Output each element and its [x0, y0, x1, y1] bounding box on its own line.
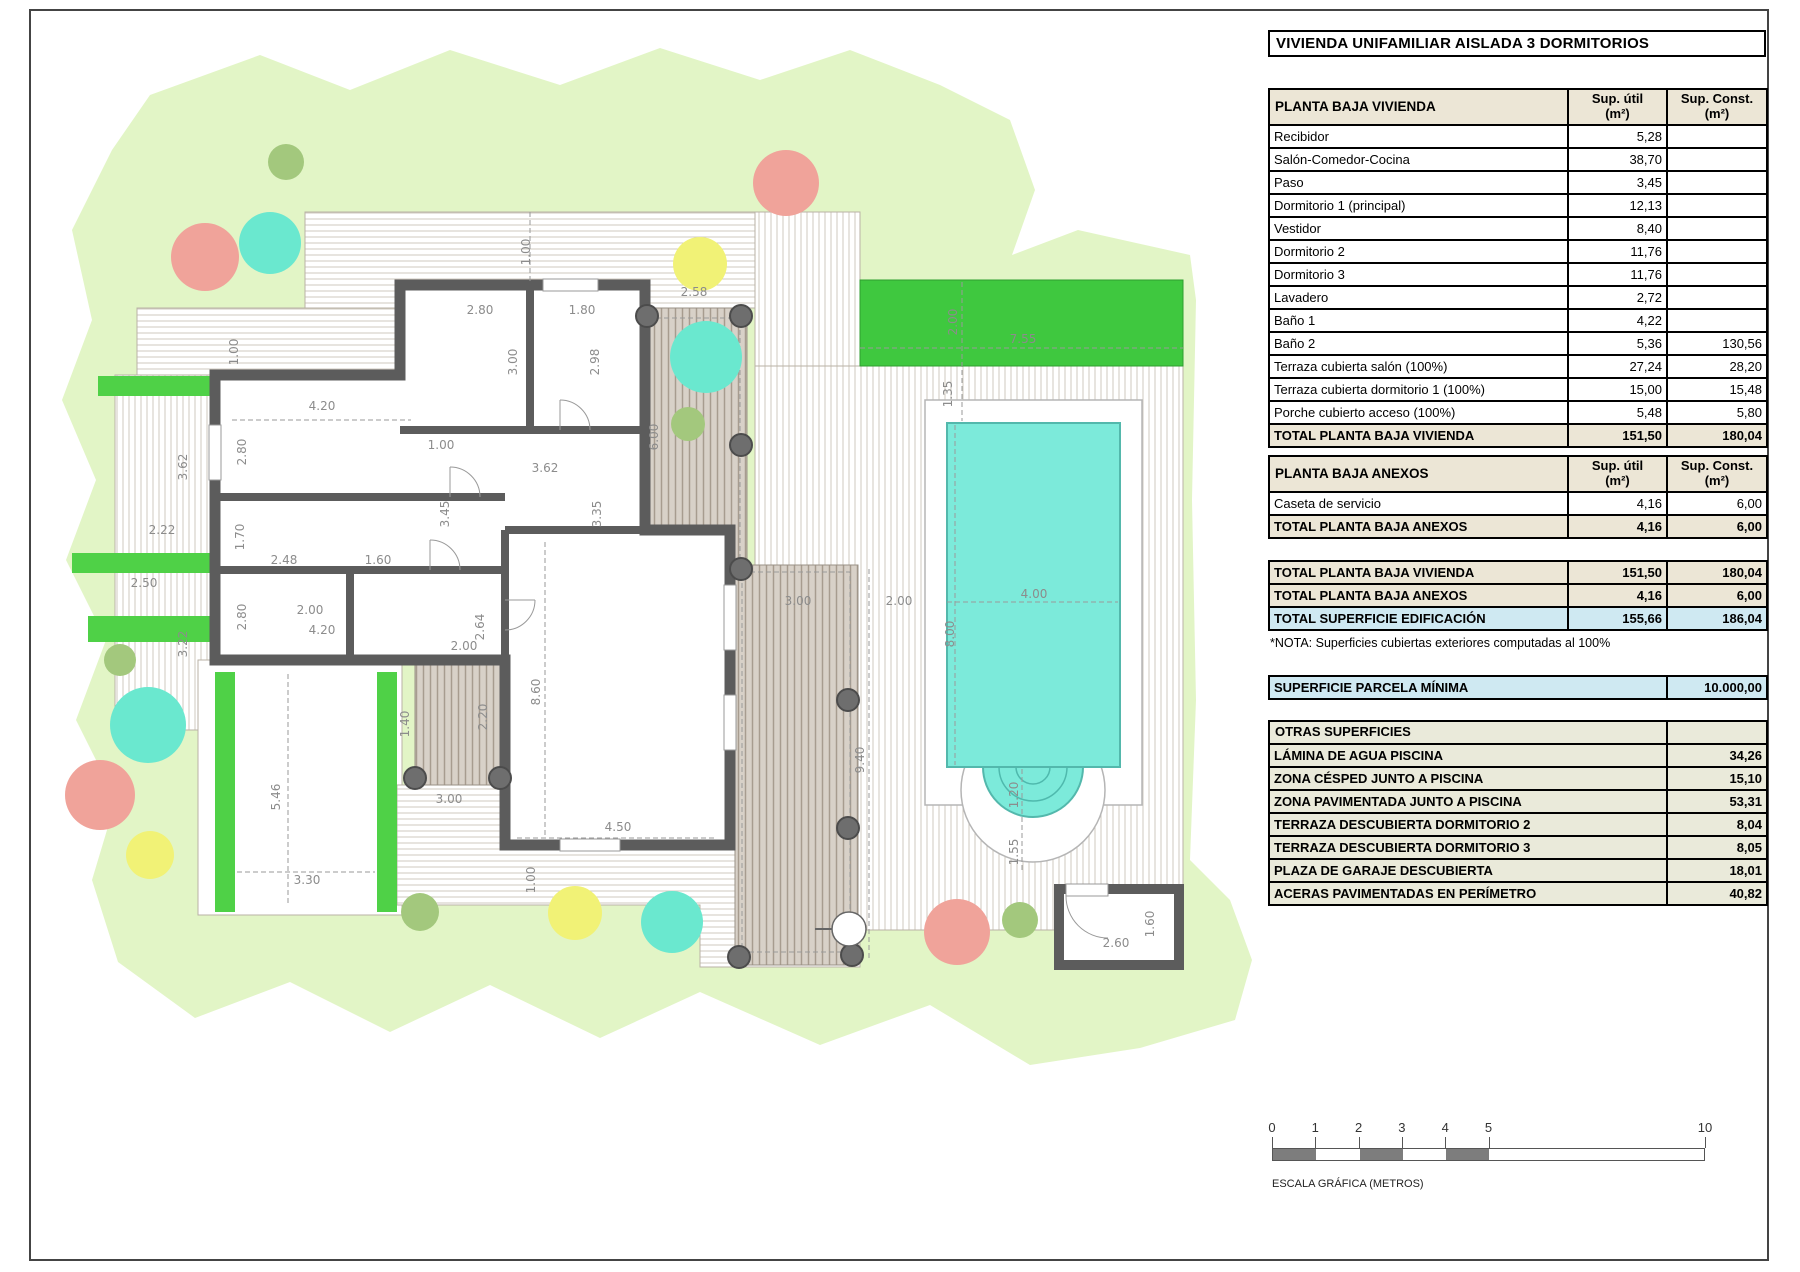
pergola-strip-2	[72, 553, 215, 573]
scale-filled-segment	[1446, 1149, 1489, 1160]
dimension-label: 1.00	[227, 338, 241, 366]
dimension-label: 2.80	[466, 303, 494, 317]
tree-teal	[641, 891, 703, 953]
table-row	[1269, 217, 1767, 240]
table-cell: 4,22	[1568, 309, 1667, 332]
table-cell: Dormitorio 3	[1269, 263, 1568, 286]
scale-tick-label: 0	[1268, 1120, 1276, 1135]
dimension-label: 2.22	[148, 523, 176, 537]
dimension-label: 4.20	[308, 399, 336, 413]
service-hut	[1054, 884, 1184, 970]
table-row	[1269, 561, 1767, 584]
tree-salmon	[924, 899, 990, 965]
dimension-label: 9.40	[853, 746, 867, 774]
dimension-label: 2.80	[235, 438, 249, 466]
tree-olive	[401, 893, 439, 931]
dimension-label: 8.60	[529, 678, 543, 706]
table-cell: 15,10	[1667, 767, 1767, 790]
table-row	[1269, 240, 1767, 263]
scale-bar	[1268, 1120, 1713, 1200]
table-cell: Salón-Comedor-Cocina	[1269, 148, 1568, 171]
table-cell: Dormitorio 1 (principal)	[1269, 194, 1568, 217]
table-row: SUPERFICIE PARCELA MÍNIMA 10.000,00	[1269, 676, 1767, 699]
table-row	[1269, 584, 1767, 607]
table-cell: 38,70	[1568, 148, 1667, 171]
table-cell: Baño 1	[1269, 309, 1568, 332]
table-cell: TERRAZA DESCUBIERTA DORMITORIO 2	[1269, 813, 1667, 836]
note-text: *NOTA: Superficies cubiertas exteriores computadas al 100%	[1270, 636, 1611, 650]
dimension-label: 3.35	[590, 500, 604, 528]
dimension-label: 2.20	[476, 703, 490, 731]
col-header-sup-const: Sup. Const. (m²)	[1667, 89, 1767, 125]
table-cell: Dormitorio 2	[1269, 240, 1568, 263]
col-header-sup-const: Sup. Const. (m²)	[1667, 456, 1767, 492]
planta-baja-anexos-table	[1268, 455, 1768, 539]
scale-tick-label: 10	[1697, 1120, 1713, 1135]
table-cell	[1667, 309, 1767, 332]
table-cell: 130,56	[1667, 332, 1767, 355]
table-row	[1269, 263, 1767, 286]
table-row	[1269, 401, 1767, 424]
table-cell: 186,04	[1667, 607, 1767, 630]
table-cell: Recibidor	[1269, 125, 1568, 148]
dimension-label: 1.55	[1007, 838, 1021, 866]
scale-tick-line	[1315, 1137, 1316, 1148]
dimension-label: 4.50	[604, 820, 632, 834]
dimension-label: 3.30	[293, 873, 321, 887]
table-cell	[1667, 240, 1767, 263]
dimension-label: 2.60	[1102, 936, 1130, 950]
table-cell: Vestidor	[1269, 217, 1568, 240]
col-header-sup-util: Sup. útil (m²)	[1568, 456, 1667, 492]
table-row	[1269, 332, 1767, 355]
table-row	[1269, 309, 1767, 332]
dimension-label: 1.00	[427, 438, 455, 452]
table-cell	[1667, 171, 1767, 194]
scale-tick-line	[1359, 1137, 1360, 1148]
table-row	[1269, 836, 1767, 859]
garage-green-strip-left	[215, 672, 235, 912]
empty-header-cell	[1667, 721, 1767, 744]
table-cell: 151,50	[1568, 561, 1667, 584]
dimension-label: 5.46	[269, 783, 283, 811]
table-row	[1269, 171, 1767, 194]
pool-grass-strip	[860, 280, 1183, 366]
table-cell: ZONA PAVIMENTADA JUNTO A PISCINA	[1269, 790, 1667, 813]
dimension-label: 2.64	[473, 613, 487, 641]
table-row	[1269, 286, 1767, 309]
table-cell	[1667, 286, 1767, 309]
table-cell: TOTAL SUPERFICIE EDIFICACIÓN	[1269, 607, 1568, 630]
dimension-label: 2.48	[270, 553, 298, 567]
dimension-label: 4.20	[308, 623, 336, 637]
table-cell: 8,40	[1568, 217, 1667, 240]
pergola-strip-3	[88, 616, 215, 642]
tree-salmon	[171, 223, 239, 291]
table-cell: 4,16	[1568, 492, 1667, 515]
dimension-label: 8.00	[943, 620, 957, 648]
table-cell: Porche cubierto acceso (100%)	[1269, 401, 1568, 424]
garage-green-strip-right	[377, 672, 397, 912]
table-row	[1269, 125, 1767, 148]
covered-terrace-salon	[735, 565, 858, 965]
table-cell: PLAZA DE GARAJE DESCUBIERTA	[1269, 859, 1667, 882]
table-cell: 5,48	[1568, 401, 1667, 424]
scale-tick-label: 3	[1398, 1120, 1406, 1135]
table-row	[1269, 767, 1767, 790]
table-cell: Baño 2	[1269, 332, 1568, 355]
dimension-label: 2.00	[450, 639, 478, 653]
table-cell: 28,20	[1667, 355, 1767, 378]
dimension-label: 1.70	[233, 523, 247, 551]
dimension-label: 2.00	[885, 594, 913, 608]
tree-olive	[671, 407, 705, 441]
dimension-label: 3.00	[506, 348, 520, 376]
tree-yellow	[548, 886, 602, 940]
table-cell	[1667, 125, 1767, 148]
table-row	[1269, 148, 1767, 171]
table-cell: LÁMINA DE AGUA PISCINA	[1269, 744, 1667, 767]
table-cell: 3,45	[1568, 171, 1667, 194]
table-row	[1269, 492, 1767, 515]
table-row	[1269, 859, 1767, 882]
walkway-northwest	[137, 308, 400, 375]
total-row: TOTAL PLANTA BAJA ANEXOS 4,16 6,00	[1269, 515, 1767, 538]
scale-filled-segment	[1360, 1149, 1403, 1160]
section-header: PLANTA BAJA VIVIENDA	[1269, 89, 1568, 125]
table-cell: 5,80	[1667, 401, 1767, 424]
table-cell: 2,72	[1568, 286, 1667, 309]
tree-olive	[1002, 902, 1038, 938]
tree-teal	[670, 321, 742, 393]
table-row	[1269, 882, 1767, 905]
dimension-label: 1.35	[941, 380, 955, 408]
col-header-sup-util: Sup. útil (m²)	[1568, 89, 1667, 125]
dimension-label: 1.60	[364, 553, 392, 567]
section-header: OTRAS SUPERFICIES	[1269, 721, 1667, 744]
table-cell: 15,48	[1667, 378, 1767, 401]
table-cell: ACERAS PAVIMENTADAS EN PERÍMETRO	[1269, 882, 1667, 905]
dimension-label: 2.00	[296, 603, 324, 617]
section-header: PLANTA BAJA ANEXOS	[1269, 456, 1568, 492]
dimension-label: 1.00	[519, 238, 533, 266]
dimension-label: 1.40	[398, 710, 412, 738]
table-cell: TOTAL PLANTA BAJA VIVIENDA	[1269, 561, 1568, 584]
dimension-label: 3.00	[435, 792, 463, 806]
tree-yellow	[673, 237, 727, 291]
table-cell: 5,36	[1568, 332, 1667, 355]
total-row: TOTAL PLANTA BAJA VIVIENDA 151,50 180,04	[1269, 424, 1767, 447]
dimension-label: 1.80	[568, 303, 596, 317]
dimension-label: 3.62	[176, 453, 190, 481]
table-cell	[1667, 148, 1767, 171]
table-cell: 6,00	[1667, 584, 1767, 607]
scale-bar-segments	[1272, 1148, 1705, 1161]
table-cell: 34,26	[1667, 744, 1767, 767]
pergola-strip-1	[98, 376, 215, 396]
dimension-label: 1.00	[524, 866, 538, 894]
table-cell: ZONA CÉSPED JUNTO A PISCINA	[1269, 767, 1667, 790]
dimension-label: 2.98	[588, 348, 602, 376]
table-row	[1269, 378, 1767, 401]
scale-tick-line	[1489, 1137, 1490, 1148]
dimension-label: 2.50	[130, 576, 158, 590]
table-cell: 8,05	[1667, 836, 1767, 859]
walkway-northeast	[755, 212, 860, 366]
scale-tick-label: 5	[1484, 1120, 1493, 1135]
tree-olive	[268, 144, 304, 180]
dimension-label: 3.62	[531, 461, 559, 475]
tree-yellow	[126, 831, 174, 879]
table-cell: 18,01	[1667, 859, 1767, 882]
scale-tick-line	[1272, 1137, 1273, 1148]
planta-baja-vivienda-table	[1268, 88, 1768, 448]
scale-tick-label: 4	[1441, 1120, 1449, 1135]
scale-tick-line	[1402, 1137, 1403, 1148]
table-row	[1269, 194, 1767, 217]
scale-tick-line	[1445, 1137, 1446, 1148]
scale-tick-line	[1705, 1137, 1706, 1148]
dimension-label: 6.00	[647, 423, 661, 451]
dimension-label: 2.00	[946, 308, 960, 336]
tree-teal	[239, 212, 301, 274]
summary-table	[1268, 560, 1768, 631]
table-cell: Terraza cubierta salón (100%)	[1269, 355, 1568, 378]
scale-tick-label: 2	[1354, 1120, 1363, 1135]
scale-tick-label: 1	[1311, 1120, 1319, 1135]
dimension-label: 1.60	[1143, 910, 1157, 938]
table-cell: Terraza cubierta dormitorio 1 (100%)	[1269, 378, 1568, 401]
table-cell: 53,31	[1667, 790, 1767, 813]
table-cell: 155,66	[1568, 607, 1667, 630]
dimension-label: 2.58	[680, 285, 708, 299]
dimension-label: 1.20	[1007, 781, 1021, 809]
tree-salmon	[753, 150, 819, 216]
table-row	[1269, 744, 1767, 767]
table-cell: Paso	[1269, 171, 1568, 194]
tree-salmon	[65, 760, 135, 830]
dimension-label: 4.00	[1020, 587, 1048, 601]
parcela-minima-table	[1268, 675, 1768, 700]
dimension-label: 3.00	[784, 594, 812, 608]
table-row	[1269, 813, 1767, 836]
scale-bar-caption: ESCALA GRÁFICA (METROS)	[1272, 1178, 1424, 1190]
dimension-label: 3.45	[438, 500, 452, 528]
tree-olive	[104, 644, 136, 676]
table-row	[1269, 355, 1767, 378]
scale-filled-segment	[1273, 1149, 1316, 1160]
table-cell: Caseta de servicio	[1269, 492, 1568, 515]
table-cell	[1667, 194, 1767, 217]
table-cell: Lavadero	[1269, 286, 1568, 309]
table-cell	[1667, 263, 1767, 286]
table-cell	[1667, 217, 1767, 240]
table-cell: 15,00	[1568, 378, 1667, 401]
table-cell: 6,00	[1667, 492, 1767, 515]
table-cell: 8,04	[1667, 813, 1767, 836]
dimension-label: 2.80	[235, 603, 249, 631]
table-row	[1269, 790, 1767, 813]
table-cell: 5,28	[1568, 125, 1667, 148]
page-title: VIVIENDA UNIFAMILIAR AISLADA 3 DORMITORIOS	[1268, 30, 1766, 57]
table-cell: 11,76	[1568, 263, 1667, 286]
tree-teal	[110, 687, 186, 763]
covered-porch-access	[415, 660, 505, 785]
table-cell: 27,24	[1568, 355, 1667, 378]
dimension-label: 7.55	[1009, 332, 1037, 346]
table-cell: 40,82	[1667, 882, 1767, 905]
otras-superficies-table	[1268, 720, 1768, 906]
dimension-label: 3.22	[176, 630, 190, 658]
table-cell: TERRAZA DESCUBIERTA DORMITORIO 3	[1269, 836, 1667, 859]
table-cell: 4,16	[1568, 584, 1667, 607]
table-cell: 12,13	[1568, 194, 1667, 217]
table-cell: 11,76	[1568, 240, 1667, 263]
table-cell: 180,04	[1667, 561, 1767, 584]
table-cell: TOTAL PLANTA BAJA ANEXOS	[1269, 584, 1568, 607]
table-row	[1269, 607, 1767, 630]
